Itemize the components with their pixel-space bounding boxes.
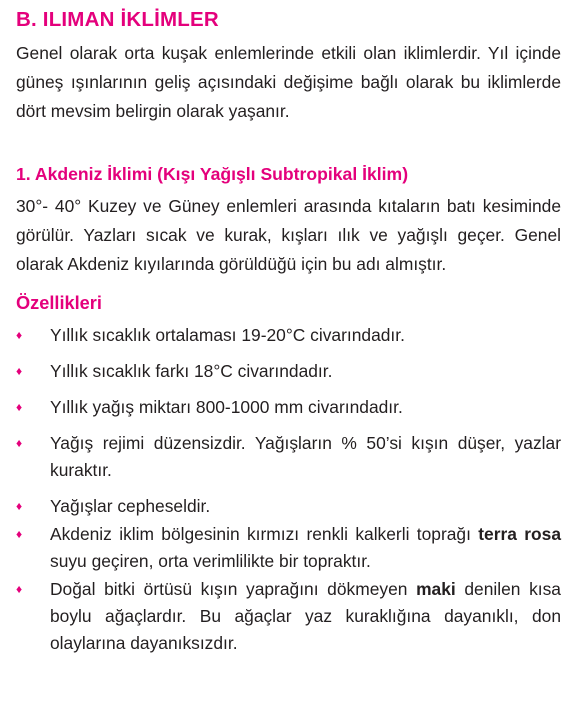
list-item-text: Yıllık sıcaklık farkı 18°C civarındadır. xyxy=(50,361,333,381)
diamond-bullet-icon: ♦ xyxy=(16,527,23,541)
features-list xyxy=(16,322,561,657)
diamond-bullet-icon: ♦ xyxy=(16,364,23,378)
section-title: B. ILIMAN İKLİMLER xyxy=(16,8,219,31)
list-item xyxy=(16,430,561,484)
term-terra-rosa: terra rosa xyxy=(478,524,561,544)
section-intro: Genel olarak orta kuşak enlemlerinde etkili olan iklimlerdir. Yıl içinde güneş ışınlarının geliş açısındaki değişime bağlı olarak bu iklimlerde dört mevsim belirgin olarak yaşanır. xyxy=(16,43,561,121)
list-item xyxy=(16,521,561,575)
list-item xyxy=(16,358,561,385)
subsection-title-rest: (Kışı Yağışlı Subtropikal İklim) xyxy=(152,164,409,184)
list-item-text xyxy=(50,579,561,653)
diamond-bullet-icon: ♦ xyxy=(16,436,23,450)
subsection-title-bold: 1. Akdeniz İklimi xyxy=(16,164,153,184)
subsection-body: 30°- 40° Kuzey ve Güney enlemleri arasında kıtaların batı kesiminde görülür. Yazları sıcak ve kurak, kışları ılık ve yağışlı geçer. Genel olarak Akdeniz kıyılarında görüldüğü için bu adı almıştır. xyxy=(16,196,561,274)
term-maki: maki xyxy=(416,579,456,599)
list-item xyxy=(16,576,561,657)
list-item-text: Yağışlar cepheseldir. xyxy=(50,496,211,516)
list-item xyxy=(16,493,561,520)
diamond-bullet-icon: ♦ xyxy=(16,582,23,596)
diamond-bullet-icon: ♦ xyxy=(16,328,23,342)
diamond-bullet-icon: ♦ xyxy=(16,499,23,513)
diamond-bullet-icon: ♦ xyxy=(16,400,23,414)
features-title: Özellikleri xyxy=(16,293,102,313)
list-item-text-part: Akdeniz iklim bölgesinin kırmızı renkli kalkerli toprağı xyxy=(50,524,479,544)
list-item-text: Yıllık sıcaklık ortalaması 19-20°C civarındadır. xyxy=(50,325,405,345)
list-item-text: Yağış rejimi düzensizdir. Yağışların % 50’si kışın düşer, yazlar kuraktır. xyxy=(50,433,561,480)
list-item-text: Yıllık yağış miktarı 800-1000 mm civarındadır. xyxy=(50,397,403,417)
list-item-text xyxy=(50,524,561,571)
list-item-text-part: suyu geçiren, orta verimlilikte bir topraktır. xyxy=(50,551,371,571)
subsection-title xyxy=(16,160,561,188)
list-item-text-part: denilen kısa boylu ağaçlardır. Bu ağaçlar yaz kuraklığına dayanıklı, don olaylarına dayanıksızdır. xyxy=(50,579,561,653)
list-item xyxy=(16,322,561,349)
document-page xyxy=(16,6,561,658)
list-item xyxy=(16,394,561,421)
list-item-text-part: Doğal bitki örtüsü kışın yaprağını dökmeyen xyxy=(50,579,417,599)
